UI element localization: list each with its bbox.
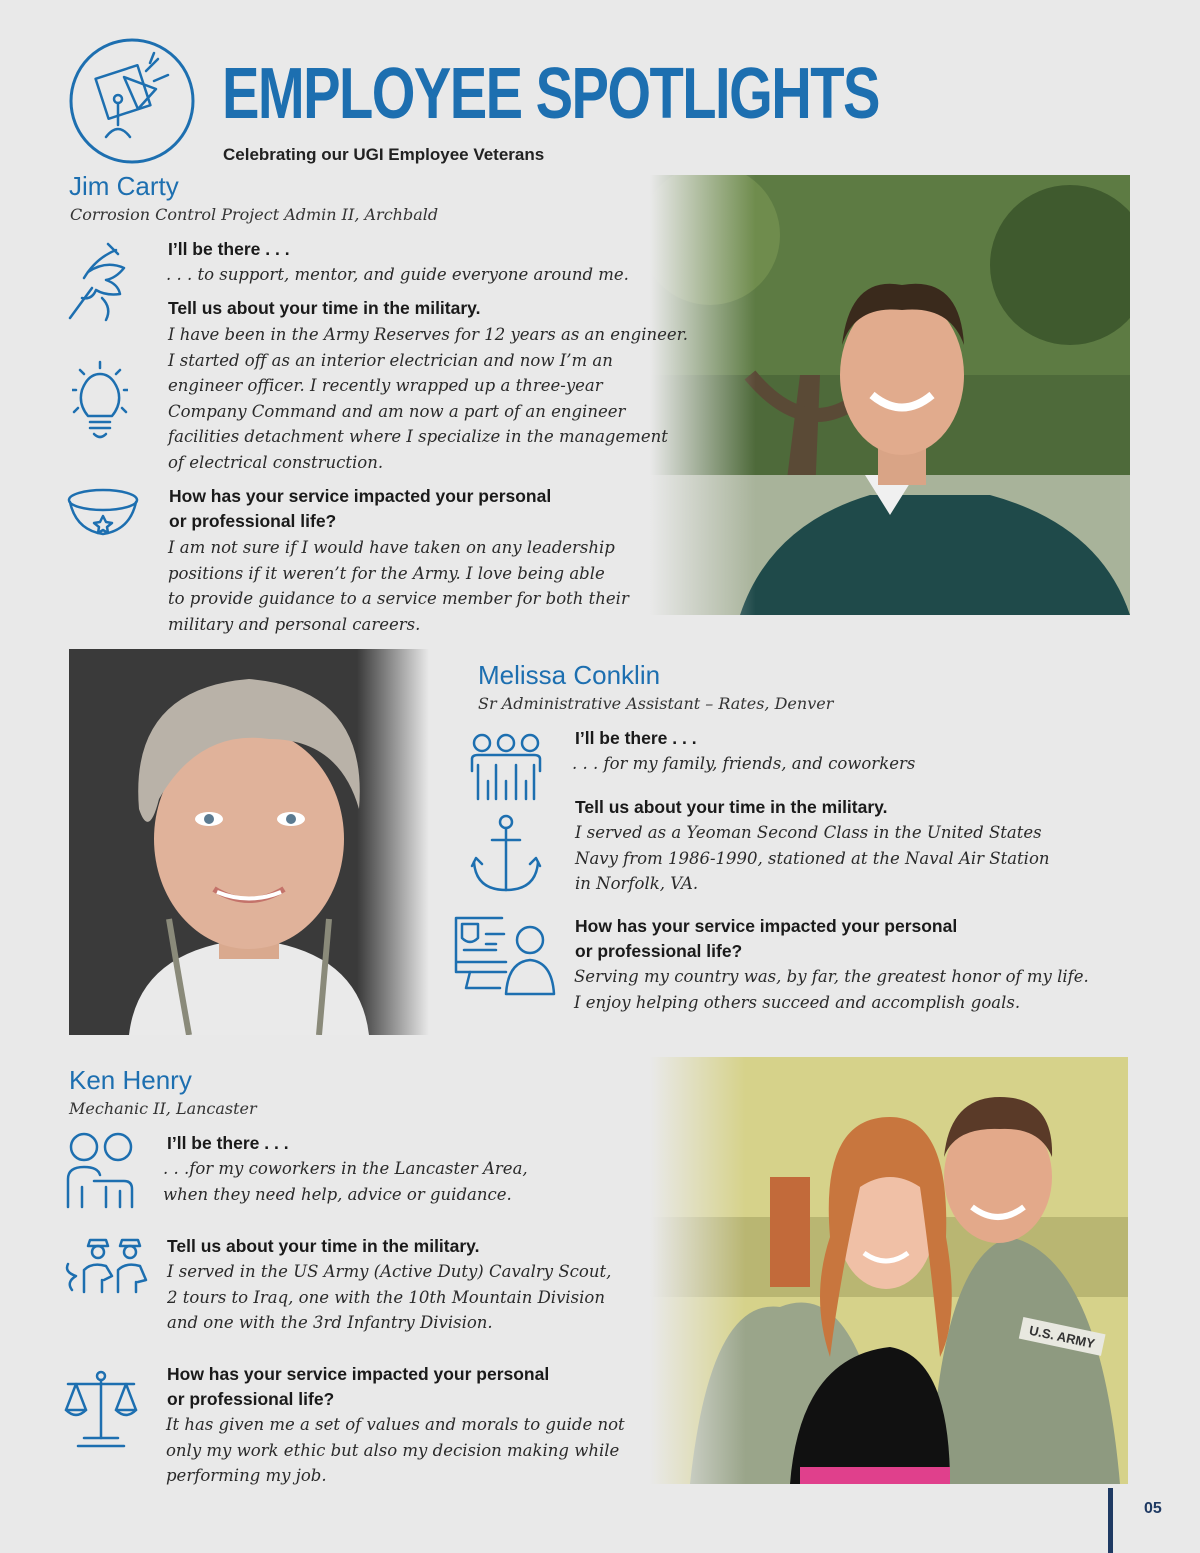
melissa-conklin-photo — [69, 649, 429, 1035]
answer-ill-be-there: . . .for my coworkers in the Lancaster Area, when they need help, advice or guidance. — [163, 1159, 528, 1204]
group-of-people-icon — [470, 731, 542, 803]
page-title: EMPLOYEE SPOTLIGHTS — [222, 54, 879, 134]
spotlight-name: Jim Carty — [69, 171, 179, 201]
scales-of-justice-icon — [64, 1370, 138, 1448]
question-service-impact: How has your service impacted your personal or professional life? — [167, 1364, 550, 1409]
page-subtitle: Celebrating our UGI Employee Veterans — [223, 145, 545, 164]
officer-cap-icon — [66, 486, 140, 542]
spotlight-name: Ken Henry — [69, 1065, 192, 1095]
spotlight-role: Sr Administrative Assistant – Rates, Denver — [478, 694, 834, 713]
soldiers-marching-icon — [62, 1236, 150, 1296]
spotlight-role: Mechanic II, Lancaster — [69, 1099, 257, 1118]
ken-henry-photo — [650, 1057, 1128, 1484]
jim-carty-photo — [650, 175, 1130, 615]
answer-service-impact: Serving my country was, by far, the greatest honor of my life. I enjoy helping others succeed and accomplish goals. — [574, 967, 1089, 1012]
anchor-icon — [470, 814, 542, 894]
question-military-time: Tell us about your time in the military. — [167, 1236, 480, 1256]
person-at-computer-icon — [452, 914, 558, 996]
question-military-time: Tell us about your time in the military. — [168, 298, 481, 318]
answer-military-time: I served in the US Army (Active Duty) Cavalry Scout, 2 tours to Iraq, one with the 10th Mountain Division and one with the 3rd Infantry Division. — [167, 1262, 612, 1332]
answer-ill-be-there: . . . for my family, friends, and coworkers — [572, 754, 916, 773]
answer-military-time: I served as a Yeoman Second Class in the United States Navy from 1986-1990, stationed at the Naval Air Station in Norfolk, VA. — [575, 823, 1050, 893]
answer-ill-be-there: . . . to support, mentor, and guide everyone around me. — [166, 265, 629, 284]
page-number: 05 — [1144, 1500, 1162, 1517]
page-number-rule — [1108, 1488, 1113, 1553]
question-service-impact: How has your service impacted your personal or professional life? — [169, 486, 552, 531]
spotlight-name: Melissa Conklin — [478, 660, 661, 690]
answer-service-impact: I am not sure if I would have taken on any leadership positions if it weren’t for the Army. I love being able to provide guidance to a service member for both their military and personal careers. — [168, 538, 629, 634]
question-ill-be-there: I’ll be there . . . — [167, 1133, 289, 1153]
question-ill-be-there: I’ll be there . . . — [575, 728, 697, 748]
megaphone-icon — [68, 37, 196, 165]
question-service-impact: How has your service impacted your personal or professional life? — [575, 916, 958, 961]
spotlight-role: Corrosion Control Project Admin II, Archbald — [70, 205, 439, 224]
question-ill-be-there: I’ll be there . . . — [168, 239, 290, 259]
lightbulb-icon — [72, 360, 128, 444]
answer-military-time: I have been in the Army Reserves for 12 years as an engineer. I started off as an interior electrician and now I’m an engineer officer. I recently wrapped up a three-year Company Command and am now a part of an engineer facilities detachment where I specialize in the management of electrical construction. — [168, 325, 688, 472]
question-military-time: Tell us about your time in the military. — [575, 797, 888, 817]
two-people-icon — [64, 1131, 136, 1209]
winged-hand-icon — [66, 238, 130, 324]
answer-service-impact: It has given me a set of values and morals to guide not only my work ethic but also my decision making while performing my job. — [166, 1415, 625, 1485]
